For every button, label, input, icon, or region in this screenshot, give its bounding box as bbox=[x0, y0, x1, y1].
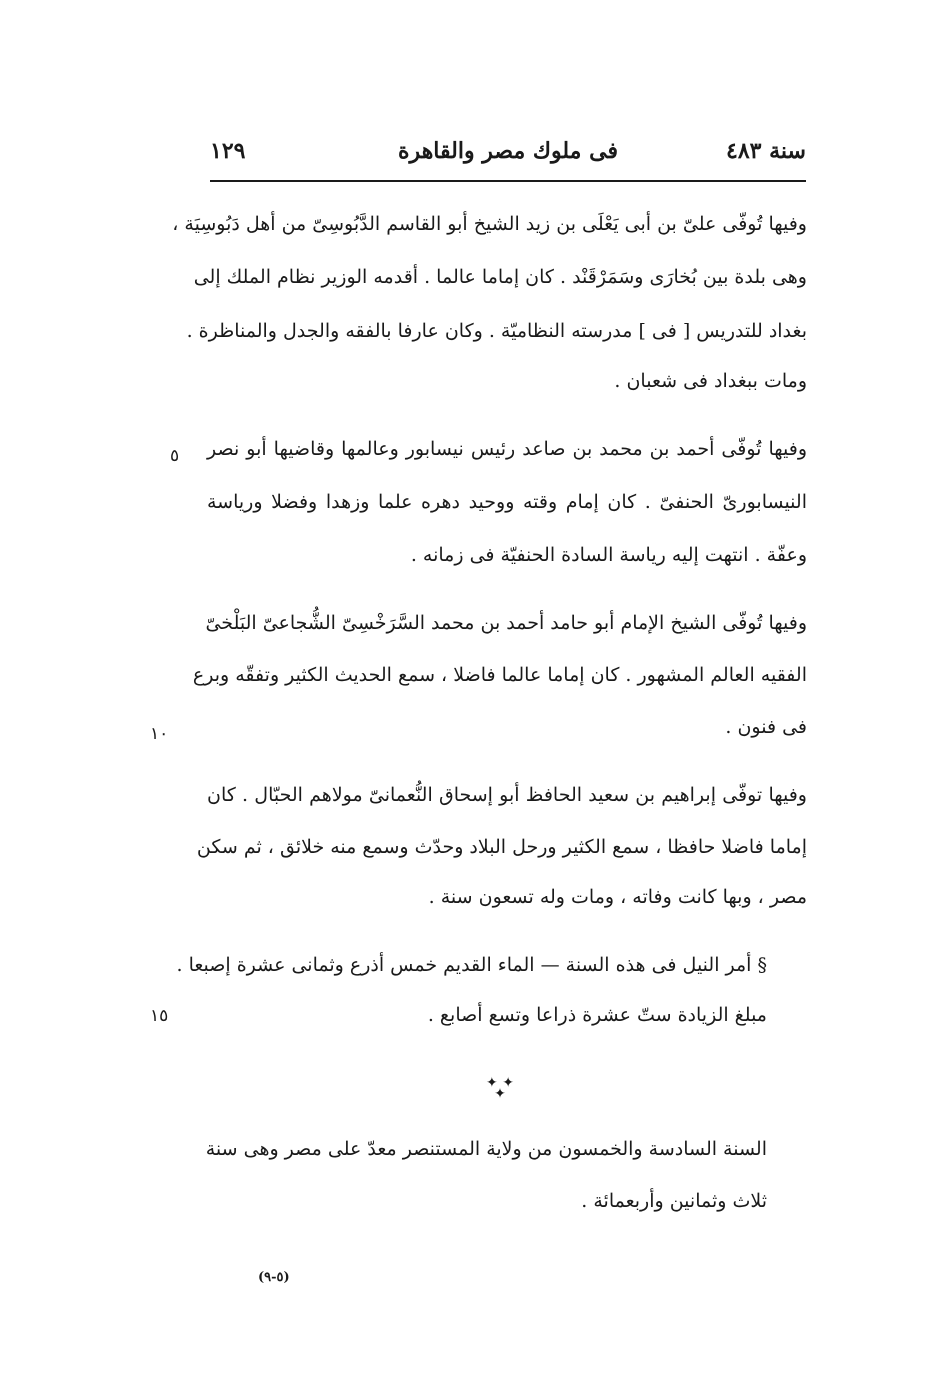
paragraph-2-line-2: النيسابورىّ الحنفىّ . كان إمام وقته ووحيد دهره علما وزهدا وفضلا ورياسة bbox=[207, 491, 807, 513]
running-header bbox=[210, 138, 806, 178]
paragraph-4-line-1: وفيها توفّى إبراهيم بن سعيد الحافظ أبو إسحاق النُّعمانىّ مولاهم الحبّال . كان bbox=[207, 784, 807, 806]
printer-signature: (٥-٩) bbox=[258, 1270, 290, 1285]
paragraph-2-line-1: وفيها تُوفّى أحمد بن محمد بن صاعد رئيس نيسابور وعالمها وقاضيها أبو نصر bbox=[207, 438, 807, 460]
year-heading-line-1: السنة السادسة والخمسون من ولاية المستنصر معدّ على مصر وهى سنة bbox=[205, 1138, 767, 1160]
paragraph-1-line-3: بغداد للتدريس [ فى ] مدرسته النظاميّة . وكان عارفا بالفقه والجدل والمناظرة . bbox=[186, 320, 807, 342]
margin-number-15: ١٥ bbox=[150, 1006, 169, 1026]
paragraph-4-line-3: مصر ، وبها كانت وفاته ، ومات وله تسعون سنة . bbox=[428, 886, 807, 908]
header-title: فى ملوك مصر والقاهرة bbox=[398, 138, 618, 164]
margin-number-10: ١٠ bbox=[150, 724, 169, 744]
margin-number-5: ٥ bbox=[170, 446, 180, 466]
year-heading-line-2: ثلاث وثمانين وأربعمائة . bbox=[581, 1190, 767, 1212]
nile-line-1: § أمر النيل فى هذه السنة — الماء القديم خمس أذرع وثمانى عشرة إصبعا . bbox=[176, 954, 767, 976]
page-number: ١٢٩ bbox=[210, 138, 246, 164]
header-year: سنة ٤٨٣ bbox=[726, 138, 806, 164]
paragraph-3-line-3: فى فنون . bbox=[725, 716, 807, 738]
header-rule bbox=[210, 180, 806, 182]
paragraph-1-line-1: وفيها تُوفّى علىّ بن أبى يَعْلَى بن زيد الشيخ أبو القاسم الدَّبُوسِىّ من أهل دَبُوسِيَة ، bbox=[172, 213, 807, 235]
section-ornament: ✦ ✦ ✦ bbox=[486, 1075, 514, 1103]
paragraph-3-line-2: الفقيه العالم المشهور . كان إماما عالما فاضلا ، سمع الحديث الكثير وتفقّه وبرع bbox=[192, 664, 807, 686]
paragraph-2-line-3: وعفّة . انتهت إليه رياسة السادة الحنفيّة فى زمانه . bbox=[410, 544, 807, 566]
nile-line-2: مبلغ الزيادة ستّ عشرة ذراعا وتسع أصابع . bbox=[427, 1004, 767, 1026]
paragraph-4-line-2: إماما فاضلا حافظا ، سمع الكثير ورحل البلاد وحدّث وسمع منه خلائق ، ثم سكن bbox=[196, 836, 807, 858]
paragraph-1-line-4: ومات ببغداد فى شعبان . bbox=[614, 370, 807, 392]
paragraph-3-line-1: وفيها تُوفّى الشيخ الإمام أبو حامد أحمد بن محمد السَّرَخْسِىّ الشُّجاعىّ البَلْخىّ bbox=[205, 612, 807, 634]
paragraph-1-line-2: وهى بلدة بين بُخارَى وسَمَرْقَنْد . كان إماما عالما . أقدمه الوزير نظام الملك إلى bbox=[193, 266, 807, 288]
